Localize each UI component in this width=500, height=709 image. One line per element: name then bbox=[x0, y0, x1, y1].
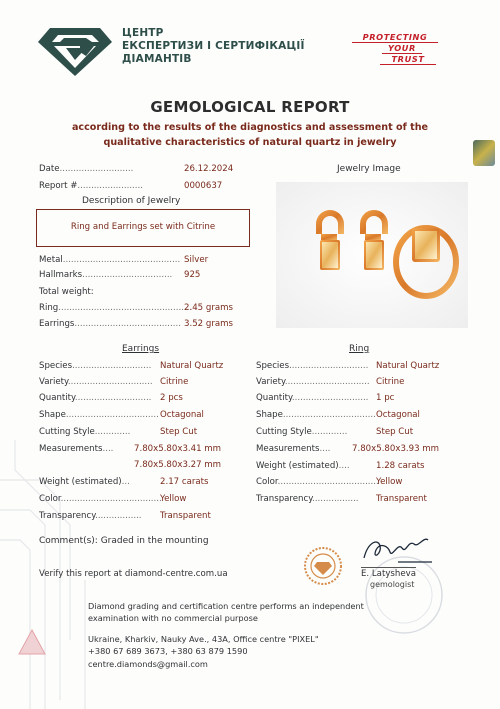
earrings-weight-est-label: Weight (estimated) bbox=[39, 477, 122, 487]
earrings-weight-value: 3.52 grams bbox=[184, 319, 233, 329]
ring-color-row: Color..................................... bbox=[256, 477, 379, 487]
ring-weight-est-label: Weight (estimated) bbox=[256, 461, 339, 471]
ring-color-label: Color bbox=[256, 477, 278, 487]
org-name-line1: ЦЕНТР bbox=[122, 27, 164, 39]
hallmarks-label: Hallmarks bbox=[39, 270, 83, 280]
ring-variety: Citrine bbox=[376, 377, 405, 387]
ring-shape-row: Shape.................................. bbox=[256, 410, 376, 420]
earrings-measurements-2: 7.80x5.80x3.27 mm bbox=[134, 460, 222, 470]
signer-role: gemologist bbox=[370, 580, 415, 589]
ring-quantity: 1 pc bbox=[376, 393, 395, 403]
earrings-variety-label: Variety bbox=[39, 377, 68, 387]
metal-row: Metal........................................... bbox=[39, 255, 181, 265]
signature-icon bbox=[358, 532, 438, 568]
report-number-row: Report #........................ bbox=[39, 181, 143, 191]
slogan-line2: YOUR bbox=[382, 43, 422, 54]
subtitle-line2: qualitative characteristics of natural quartz in jewelry bbox=[103, 137, 397, 148]
org-name-line2: ЕКСПЕРТИЗИ І СЕРТИФІКАЦІЇ bbox=[122, 40, 305, 52]
image-heading: Jewelry Image bbox=[337, 164, 401, 174]
triangle-ornament-icon bbox=[18, 628, 46, 656]
earrings-weight-label: Earrings bbox=[39, 319, 75, 329]
ring-shape-label: Shape bbox=[256, 410, 283, 420]
earrings-cutting: Step Cut bbox=[160, 427, 198, 437]
earrings-variety-row: Variety............................... bbox=[39, 377, 153, 387]
earrings-color: Yellow bbox=[160, 494, 187, 504]
report-number-value: 0000637 bbox=[184, 181, 223, 191]
ring-quantity-row: Quantity............................ bbox=[256, 393, 369, 403]
footer-phones: +380 67 689 3673, +380 63 879 1590 bbox=[88, 646, 248, 656]
hallmarks-value: 925 bbox=[184, 270, 201, 280]
ring-weight-est-row: Weight (estimated).... bbox=[256, 461, 350, 471]
description-heading: Description of Jewelry bbox=[82, 196, 181, 206]
report-number-label: Report # bbox=[39, 181, 78, 191]
ring-transparency-label: Transparency bbox=[256, 494, 313, 504]
earrings-cutting-row: Cutting Style............. bbox=[39, 427, 131, 437]
diamond-logo-icon bbox=[36, 26, 114, 78]
hallmarks-row: Hallmarks................................. bbox=[39, 270, 173, 280]
footer-email: centre.diamonds@gmail.com bbox=[88, 659, 208, 669]
earrings-shape-row: Shape.................................. bbox=[39, 410, 159, 420]
metal-label: Metal bbox=[39, 255, 63, 265]
slogan-line1: PROTECTING bbox=[352, 32, 438, 43]
ring-weight-row: Ring................................................. bbox=[39, 303, 193, 313]
earrings-transparency-label: Transparency bbox=[39, 511, 96, 521]
ring-cutting-row: Cutting Style............. bbox=[256, 427, 348, 437]
ring-weight-value: 2.45 grams bbox=[184, 303, 233, 313]
ring-weight-est: 1.28 carats bbox=[376, 461, 425, 471]
earrings-variety: Citrine bbox=[160, 377, 189, 387]
subtitle-line1: according to the results of the diagnostics and assessment of the bbox=[71, 122, 429, 133]
slogan-line3: TRUST bbox=[380, 54, 436, 65]
earrings-species: Natural Quartz bbox=[160, 361, 224, 371]
ring-species: Natural Quartz bbox=[376, 361, 440, 371]
earrings-quantity: 2 pcs bbox=[160, 393, 183, 403]
earrings-shape: Octagonal bbox=[160, 410, 204, 420]
ring-cutting-label: Cutting Style bbox=[256, 427, 312, 437]
page-title: GEMOLOGICAL REPORT bbox=[150, 98, 350, 116]
ring-transparency: Transparent bbox=[376, 494, 427, 504]
footer-line2: examination with no commercial purpose bbox=[88, 613, 258, 623]
earrings-species-label: Species bbox=[39, 361, 73, 371]
total-weight-label: Total weight: bbox=[39, 287, 94, 297]
ring-variety-label: Variety bbox=[256, 377, 285, 387]
verify-text: Verify this report at diamond-centre.com.ua bbox=[39, 569, 228, 579]
earrings-measurements-row: Measurements.... bbox=[39, 444, 114, 454]
earrings-transparency: Transparent bbox=[160, 511, 211, 521]
signer-name: E. Latysheva bbox=[361, 569, 416, 579]
earrings-color-row: Color..................................... bbox=[39, 494, 162, 504]
ring-shape: Octagonal bbox=[376, 410, 420, 420]
description-box bbox=[36, 209, 250, 247]
date-label: Date bbox=[39, 164, 60, 174]
ring-weight-label: Ring bbox=[39, 303, 59, 313]
earrings-transparency-row: Transparency................. bbox=[39, 511, 142, 521]
ring-transparency-row: Transparency................. bbox=[256, 494, 359, 504]
earrings-shape-label: Shape bbox=[39, 410, 66, 420]
ring-measurements: 7.80x5.80x3.93 mm bbox=[352, 444, 440, 454]
earrings-quantity-row: Quantity............................ bbox=[39, 393, 152, 403]
earrings-measurements-label: Measurements bbox=[39, 444, 103, 454]
earrings-heading: Earrings bbox=[122, 344, 160, 354]
ring-species-row: Species............................. bbox=[256, 361, 369, 371]
date-row: Date........................... bbox=[39, 164, 134, 174]
date-value: 26.12.2024 bbox=[184, 164, 234, 174]
earrings-cutting-label: Cutting Style bbox=[39, 427, 95, 437]
ring-variety-row: Variety............................... bbox=[256, 377, 370, 387]
footer-address: Ukraine, Kharkiv, Nauky Ave., 43A, Office centre "PIXEL" bbox=[88, 634, 319, 644]
ring-measurements-row: Measurements.... bbox=[256, 444, 331, 454]
ring-quantity-label: Quantity bbox=[256, 393, 292, 403]
ring-measurements-label: Measurements bbox=[256, 444, 320, 454]
metal-value: Silver bbox=[184, 255, 209, 265]
earrings-species-row: Species............................. bbox=[39, 361, 152, 371]
earrings-weight-est-row: Weight (estimated)... bbox=[39, 477, 130, 487]
jewelry-photo bbox=[276, 182, 468, 328]
jewelry-description: Ring and Earrings set with Citrine bbox=[70, 222, 216, 232]
earrings-color-label: Color bbox=[39, 494, 61, 504]
ring-cutting: Step Cut bbox=[376, 427, 414, 437]
seal-stamp-icon bbox=[303, 546, 343, 586]
earrings-measurements-1: 7.80x5.80x3.41 mm bbox=[134, 444, 222, 454]
earrings-quantity-label: Quantity bbox=[39, 393, 75, 403]
slogan bbox=[352, 32, 438, 65]
footer-line1: Diamond grading and certification centre performs an independent bbox=[88, 601, 364, 611]
earrings-weight-row: Earrings....................................... bbox=[39, 319, 181, 329]
org-name-line3: ДІАМАНТІВ bbox=[122, 53, 192, 65]
comments: Comment(s): Graded in the mounting bbox=[39, 536, 209, 546]
ring-heading: Ring bbox=[349, 344, 370, 354]
earrings-weight-est: 2.17 carats bbox=[160, 477, 209, 487]
ring-species-label: Species bbox=[256, 361, 290, 371]
ring-color: Yellow bbox=[376, 477, 403, 487]
